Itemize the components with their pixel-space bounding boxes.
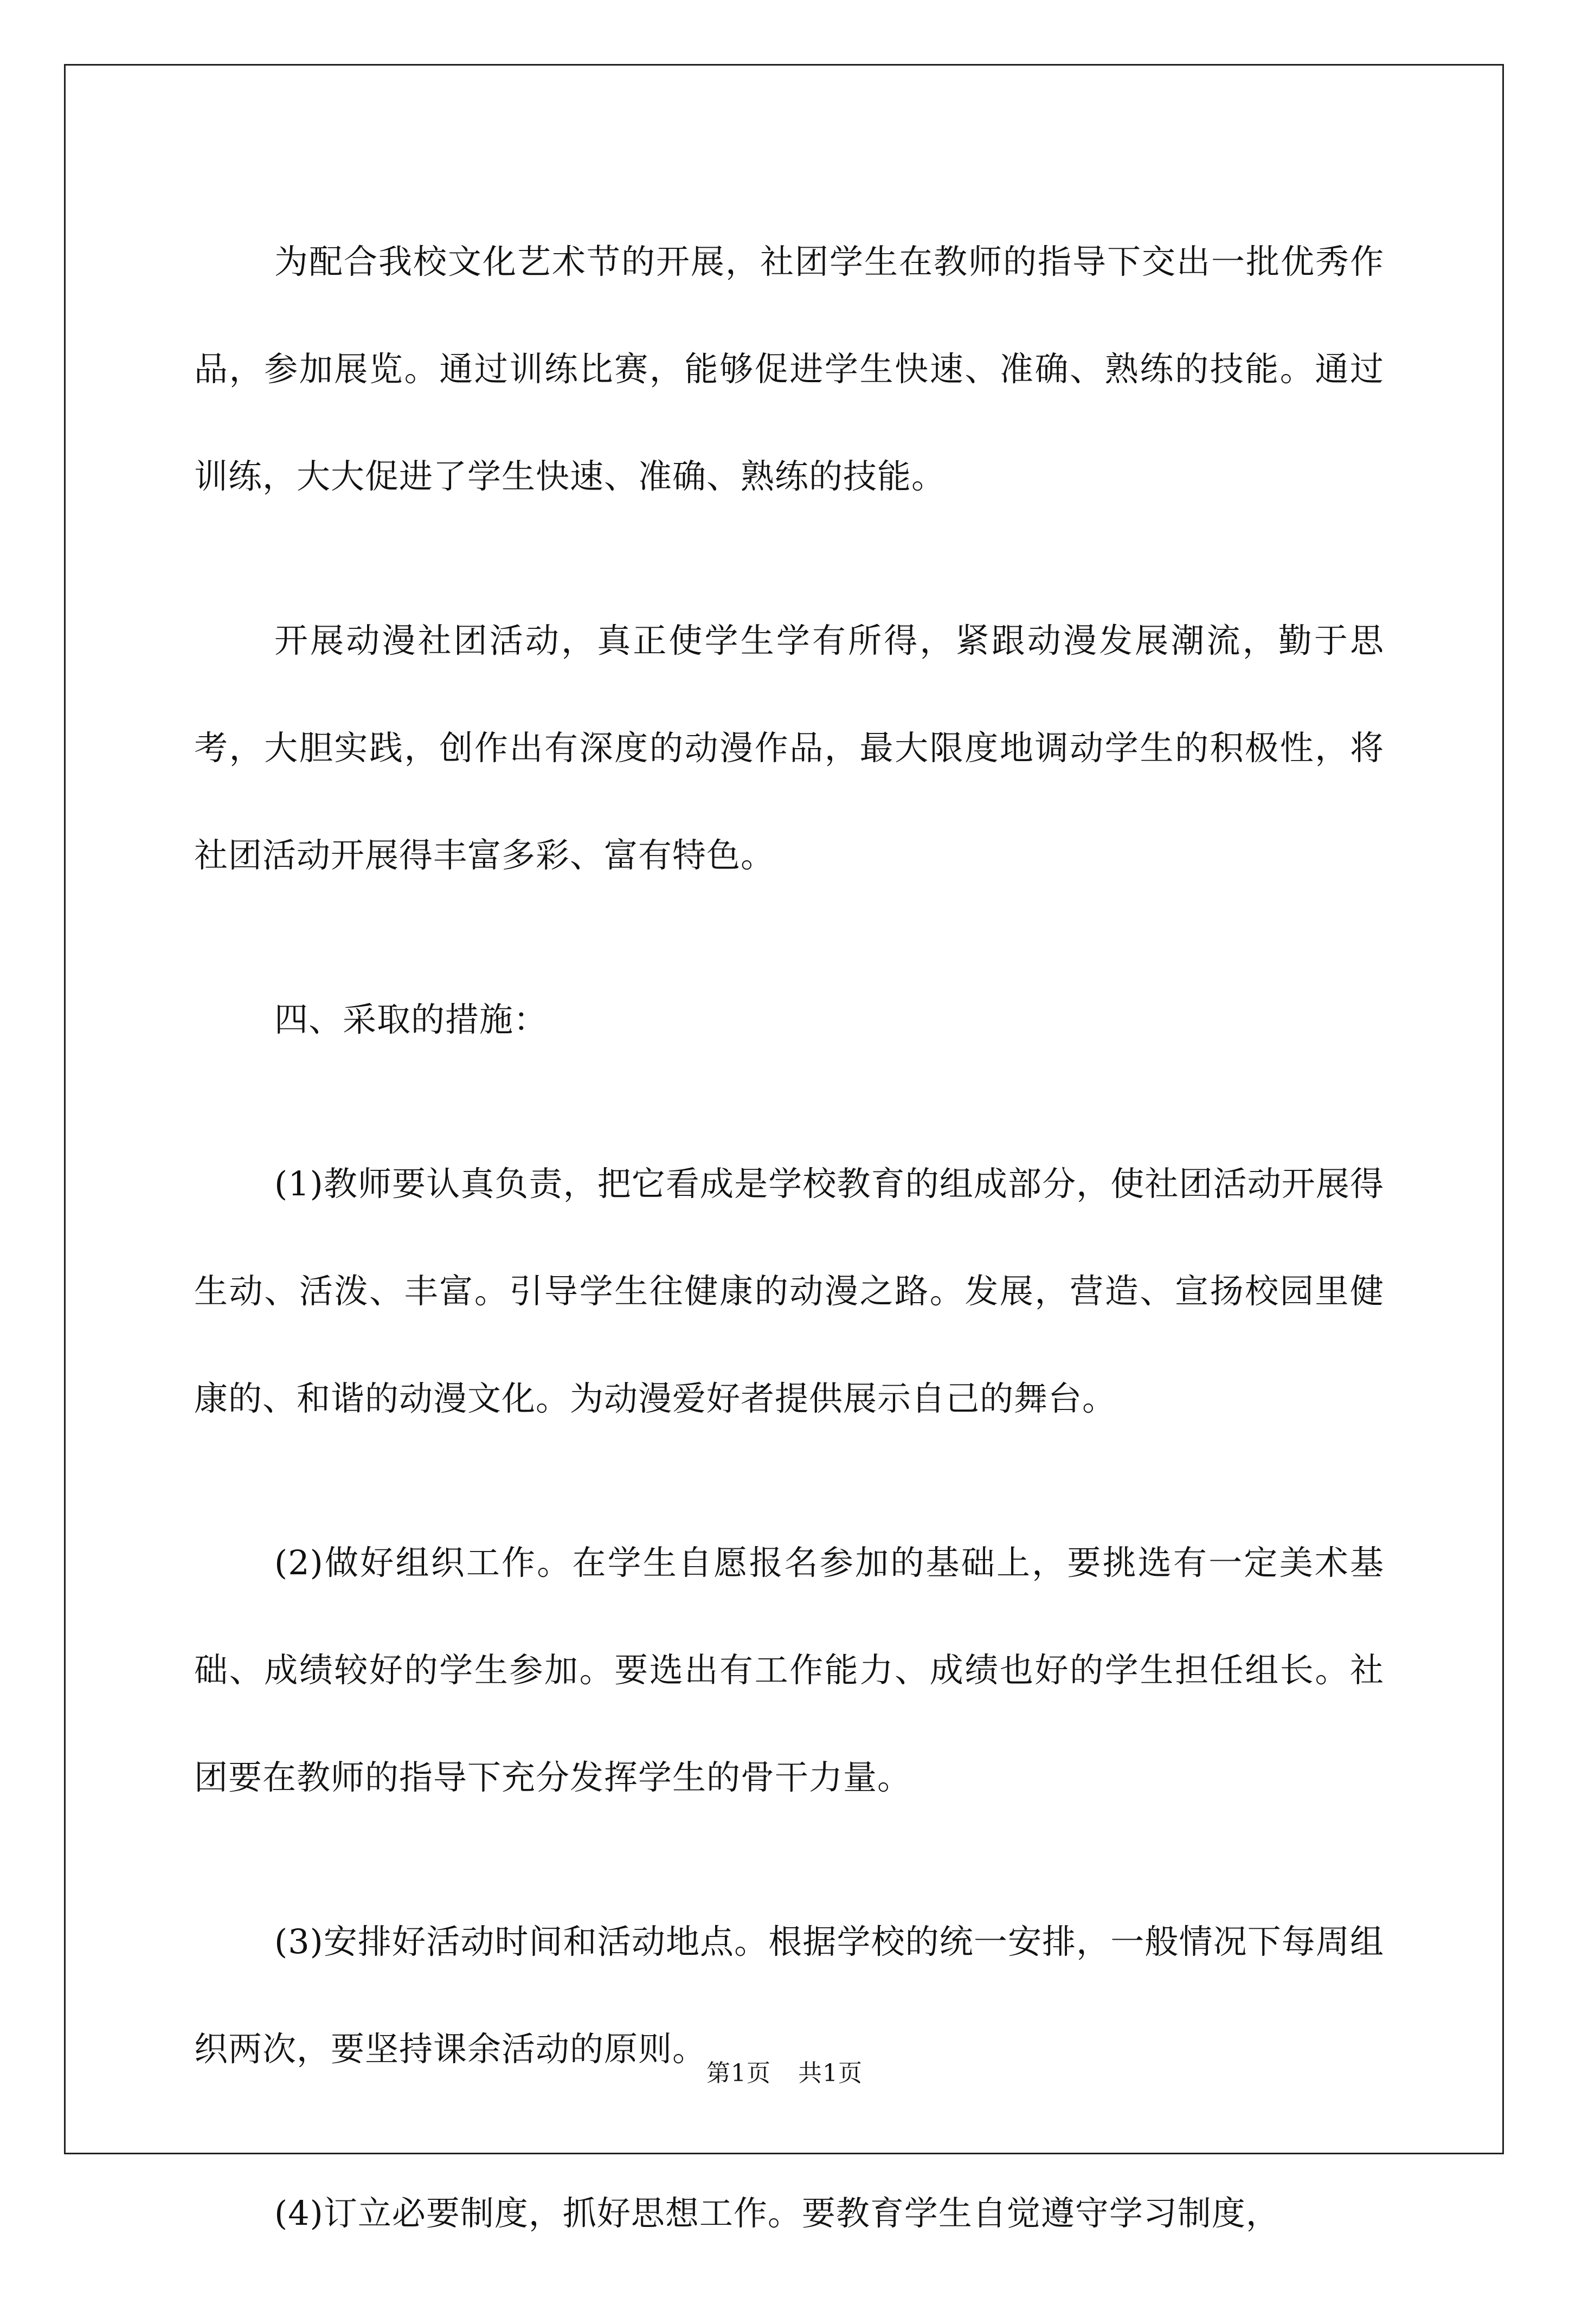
page-number: 第1页 (706, 2059, 771, 2087)
paragraph: (4)订立必要制度，抓好思想工作。要教育学生自觉遵守学习制度， (274, 2193, 1280, 2233)
paragraph: 为配合我校文化艺术节的开展，社团学生在教师的指导下交出一批优秀作品，参加展览。通过训练比赛，能够促进学生快速、准确、熟练的技能。通过训练，大大促进了学生快速、准确、熟练的技能。 (194, 242, 1384, 496)
document-body (194, 208, 1384, 2324)
paragraph: (1)教师要认真负责，把它看成是学校教育的组成部分，使社团活动开展得生动、活泼、丰富。引导学生往健康的动漫之路。发展，营造、宣扬校园里健康的、和谐的动漫文化。为动漫爱好者提供展示自己的舞台。 (194, 1164, 1384, 1418)
page-footer (0, 2053, 1569, 2088)
page-total: 共1页 (798, 2059, 863, 2087)
paragraph: (2)做好组织工作。在学生自愿报名参加的基础上，要挑选有一定美术基础、成绩较好的学生参加。要选出有工作能力、成绩也好的学生担任组长。社团要在教师的指导下充分发挥学生的骨干力量。 (194, 1543, 1384, 1797)
paragraph: (3)安排好活动时间和活动地点。根据学校的统一安排，一般情况下每周组织两次，要坚持课余活动的原则。 (194, 1922, 1384, 2069)
section-heading: 四、采取的措施： (274, 1000, 548, 1039)
paragraph: 开展动漫社团活动，真正使学生学有所得，紧跟动漫发展潮流，勤于思考，大胆实践，创作出有深度的动漫作品，最大限度地调动学生的积极性，将社团活动开展得丰富多彩、富有特色。 (194, 621, 1384, 875)
